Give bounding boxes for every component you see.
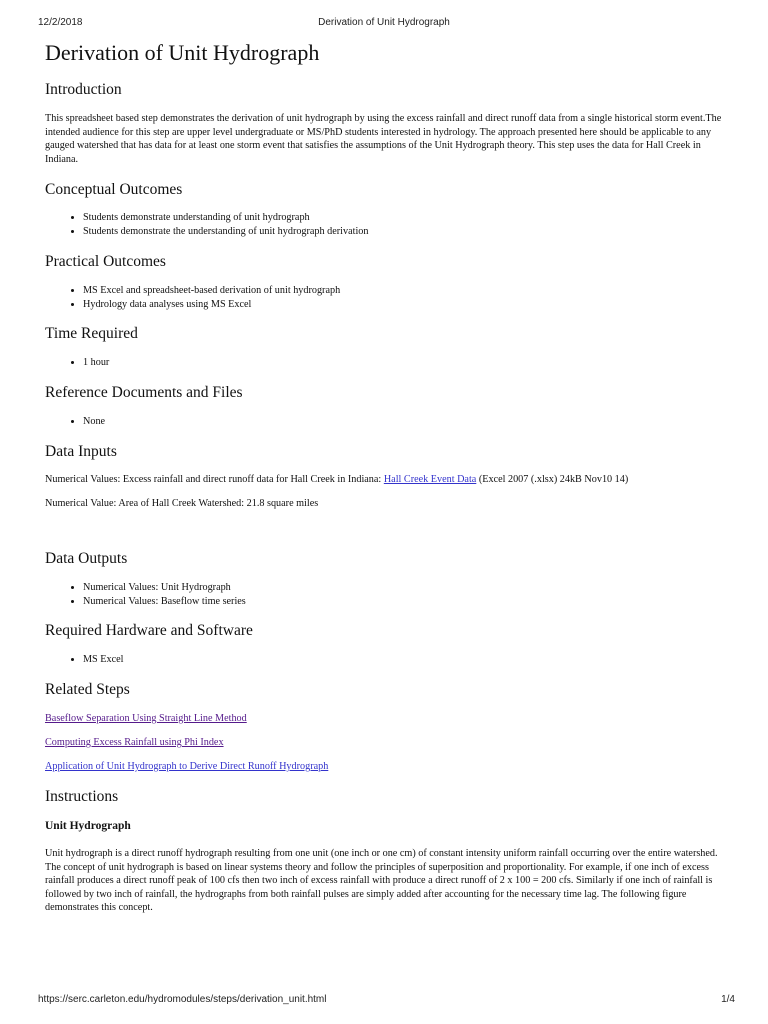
data-inputs-line-1-prefix: Numerical Values: Excess rainfall and direct runoff data for Hall Creek in Indiana: (45, 474, 384, 485)
data-outputs-heading: Data Outputs (45, 550, 128, 567)
baseflow-separation-link[interactable]: Baseflow Separation Using Straight Line Method (45, 713, 247, 724)
hardware-software-heading: Required Hardware and Software (45, 622, 253, 639)
list-item: • None (83, 415, 105, 429)
print-date: 12/2/2018 (38, 17, 83, 28)
reference-documents-heading: Reference Documents and Files (45, 384, 243, 401)
related-step-row (45, 712, 247, 726)
related-steps-heading: Related Steps (45, 681, 130, 698)
data-inputs-line-1 (45, 473, 735, 487)
conceptual-outcomes-heading: Conceptual Outcomes (45, 181, 183, 198)
print-page-number: 1/4 (721, 994, 735, 1005)
list-item: • MS Excel (83, 653, 123, 667)
print-header-title: Derivation of Unit Hydrograph (318, 17, 450, 28)
related-step-row (45, 736, 224, 750)
introduction-text: This spreadsheet based step demonstrates the derivation of unit hydrograph by using the excess rainfall and direct runoff data from a single historical storm event.The intended audience for this step are upper level undergraduate or MS/PhD students interested in hydrology. The approach presented here should be applicable to any gauged watershed that has data for at least one storm event that satisfies the assumptions of the Unit Hydrograph theory. This step uses the data for Hall Creek in Indiana. (45, 113, 722, 165)
print-footer-url: https://serc.carleton.edu/hydromodules/steps/derivation_unit.html (38, 994, 327, 1005)
introduction-heading: Introduction (45, 81, 122, 98)
data-inputs-line-1-suffix: (Excel 2007 (.xlsx) 24kB Nov10 14) (476, 474, 629, 485)
practical-outcomes-heading: Practical Outcomes (45, 253, 166, 270)
unit-hydrograph-text: Unit hydrograph is a direct runoff hydrograph resulting from one unit (one inch or one cm) of constant intensity uniform rainfall occurring over the entire watershed. The concept of unit hydrograph is based on linear systems theory and follow the principles of superposition and proportionality. For example, if one inch of excess rainfall produces a direct runoff peak of 100 cfs then two inch of excess rainfall with produce a direct runoff of 2 x 100 = 200 cfs. Similarly if one inch of rainfall is followed by two inch of rainfall, the hydrographs from both rainfall pulses are simply added after accounting for the necessary time lag. The following figure demonstrates this concept. (45, 848, 718, 913)
data-inputs-line-2: Numerical Value: Area of Hall Creek Watershed: 21.8 square miles (45, 498, 319, 509)
list-item: • 1 hour (83, 356, 109, 370)
instructions-heading: Instructions (45, 788, 119, 805)
list-item: • Students demonstrate understanding of unit hydrograph (83, 211, 368, 225)
list-item: • Numerical Values: Unit Hydrograph (83, 581, 246, 595)
list-item: • MS Excel and spreadsheet-based derivation of unit hydrograph (83, 284, 340, 298)
time-required-heading: Time Required (45, 325, 138, 342)
hardware-software-list (45, 653, 123, 667)
computing-excess-rainfall-link[interactable]: Computing Excess Rainfall using Phi Index (45, 737, 224, 748)
conceptual-outcomes-list (45, 211, 368, 238)
list-item: • Hydrology data analyses using MS Excel (83, 298, 340, 312)
page-title: Derivation of Unit Hydrograph (45, 40, 320, 65)
unit-hydrograph-subheading: Unit Hydrograph (45, 820, 131, 832)
list-item: • Numerical Values: Baseflow time series (83, 595, 246, 609)
data-outputs-list (45, 581, 246, 608)
practical-outcomes-list (45, 284, 340, 311)
hall-creek-event-data-link[interactable]: Hall Creek Event Data (383, 474, 477, 485)
apply-unit-hydrograph-link[interactable]: Application of Unit Hydrograph to Derive Direct Runoff Hydrograph (45, 761, 329, 772)
list-item: • Students demonstrate the understanding of unit hydrograph derivation (83, 225, 368, 239)
time-required-list (45, 356, 109, 370)
reference-documents-list (45, 415, 105, 429)
data-inputs-heading: Data Inputs (45, 443, 117, 460)
related-step-row (45, 760, 328, 774)
